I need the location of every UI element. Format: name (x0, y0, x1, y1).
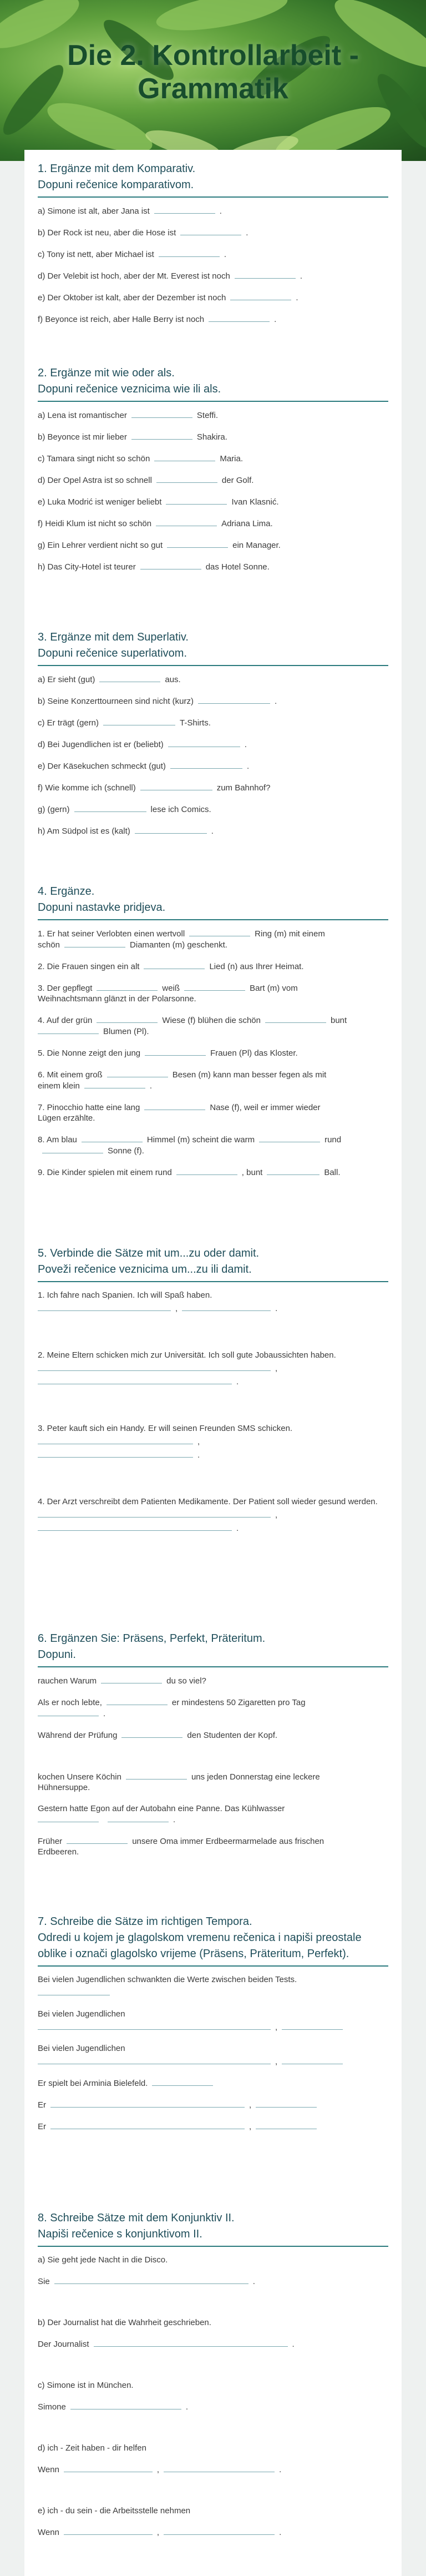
blank-field[interactable] (135, 825, 207, 834)
blank-field[interactable] (140, 561, 201, 569)
section-4 (38, 884, 388, 1246)
blank-field[interactable] (106, 1697, 168, 1705)
exercise-line: 4. Auf der grün Wiese (f) blühen die schön bunt Blumen (Pl). (38, 1016, 347, 1036)
exercise-line: h) Das City-Hotel ist teurer das Hotel Sonne. (38, 562, 270, 572)
exercise-line: Gestern hatte Egon auf der Autobahn eine Panne. Das Kühlwasser . (38, 1804, 285, 1824)
blank-field[interactable] (159, 249, 220, 257)
section-1 (38, 161, 388, 365)
blank-field[interactable] (131, 410, 192, 418)
blank-field[interactable] (84, 1080, 145, 1088)
exercise-line: Er spielt bei Arminia Bielefeld. (38, 2078, 388, 2089)
answer-field[interactable] (38, 1449, 193, 1458)
exercise-line: 5. Die Nonne zeigt den jung Frauen (Pl) das Kloster. (38, 1048, 298, 1058)
exercise-line: Er , (38, 2099, 388, 2110)
blank-field[interactable] (144, 1102, 205, 1110)
answer-field[interactable] (38, 2056, 271, 2064)
answer-field[interactable] (38, 2022, 271, 2030)
exercise-line: Bei vielen Jugendlichen , (38, 2009, 388, 2033)
answer-field[interactable] (64, 2464, 153, 2472)
tense-field[interactable] (282, 2022, 343, 2030)
exercise-line: 9. Die Kinder spielen mit einem rund , bunt Ball. (38, 1168, 341, 1177)
answer-field[interactable] (182, 1303, 271, 1311)
blank-field[interactable] (189, 928, 250, 936)
exercise-line: 3. Der gepflegt weiß Bart (m) vom Weihnachtsmann glänzt in der Polarsonne. (38, 984, 298, 1004)
exercise-line: Sie . (38, 2277, 255, 2286)
exercise-line: 1. Er hat seiner Verlobten einen wertvoll Ring (m) mit einem schön Diamanten (m) geschenkt. (38, 929, 325, 950)
answer-field[interactable] (164, 2464, 275, 2472)
worksheet (24, 150, 402, 2576)
blank-field[interactable] (42, 1145, 103, 1153)
blank-field[interactable] (198, 695, 270, 704)
blank-field[interactable] (144, 961, 205, 969)
blank-field[interactable] (265, 1015, 326, 1023)
exercise-line: b) Beyonce ist mir lieber Shakira. (38, 432, 227, 442)
blank-field[interactable] (154, 205, 215, 214)
section-title: 5. Verbinde die Sätze mit um...zu oder damit. Poveži rečenice veznicima um...zu ili damit. (38, 1246, 388, 1282)
exercise-line: f) Wie komme ich (schnell) zum Bahnhof? (38, 783, 271, 793)
answer-field[interactable] (38, 1987, 110, 1995)
exercise-line: e) ich - du sein - die Arbeitsstelle nehmen (38, 2506, 191, 2515)
blank-field[interactable] (126, 1771, 187, 1779)
section-title: 8. Schreibe Sätze mit dem Konjunktiv II. Napiši rečenice s konjunktivom II. (38, 2210, 388, 2247)
blank-field[interactable] (97, 982, 158, 991)
section-title: 4. Ergänze. Dopuni nastavke pridjeva. (38, 884, 388, 920)
exercise-line: e) Der Käsekuchen schmeckt (gut) . (38, 762, 250, 771)
blank-field[interactable] (230, 292, 291, 300)
exercise-line: Während der Prüfung den Studenten der Kopf. (38, 1731, 278, 1740)
section-title: 1. Ergänze mit dem Komparativ. Dopuni rečenice komparativom. (38, 161, 388, 198)
blank-field[interactable] (82, 1134, 143, 1142)
exercise-line: c) Tony ist nett, aber Michael ist . (38, 250, 226, 259)
answer-field[interactable] (164, 2527, 275, 2535)
blank-field[interactable] (38, 1708, 99, 1716)
exercise-line: rauchen Warum du so viel? (38, 1676, 206, 1686)
answer-field[interactable] (50, 2099, 245, 2108)
exercise-line: c) Er trägt (gern) T-Shirts. (38, 718, 211, 728)
exercise-line: a) Simone ist alt, aber Jana ist . (38, 206, 222, 216)
blank-field[interactable] (108, 1814, 169, 1822)
exercise-line: b) Der Rock ist neu, aber die Hose ist . (38, 228, 248, 238)
blank-field[interactable] (145, 1047, 206, 1056)
exercise-line: g) (gern) lese ich Comics. (38, 805, 211, 814)
blank-field[interactable] (209, 314, 270, 322)
exercise-line: e) Luka Modrić ist weniger beliebt Ivan Klasnić. (38, 497, 279, 507)
exercise-line: 1. Ich fahre nach Spanien. Ich will Spaß haben. , . (38, 1290, 278, 1313)
blank-field[interactable] (184, 982, 245, 991)
exercise-line: Er , (38, 2121, 388, 2132)
exercise-line: a) Sie geht jede Nacht in die Disco. (38, 2255, 168, 2265)
blank-field[interactable] (167, 540, 228, 548)
blank-field[interactable] (38, 1814, 99, 1822)
answer-field[interactable] (70, 2401, 181, 2409)
exercise-line: c) Tamara singt nicht so schön Maria. (38, 454, 244, 463)
blank-field[interactable] (64, 939, 125, 947)
tense-field[interactable] (152, 2078, 213, 2086)
exercise-line: h) Am Südpol ist es (kalt) . (38, 826, 214, 836)
exercise-line: Bei vielen Jugendlichen schwankten die Werte zwischen beiden Tests. (38, 1974, 388, 1998)
exercise-line: e) Der Oktober ist kalt, aber der Dezember ist noch . (38, 293, 298, 303)
exercise-line: Früher unsere Oma immer Erdbeermarmelade aus frischen Erdbeeren. (38, 1837, 324, 1857)
exercise-line: c) Simone ist in München. (38, 2381, 134, 2390)
exercise-line: d) Der Velebit ist hoch, aber der Mt. Everest ist noch . (38, 271, 302, 281)
blank-field[interactable] (176, 1167, 237, 1175)
exercise-line: kochen Unsere Köchin uns jeden Donnerstag eine leckere Hühnersuppe. (38, 1772, 320, 1792)
blank-field[interactable] (267, 1167, 320, 1175)
section-title: 7. Schreibe die Sätze im richtigen Tempora. Odredi u kojem je glagolskom vremenu rečenica i napiši preostale oblike i označi glagolsko vrijeme (Präsens, Präteritum, Perfekt). (38, 1914, 388, 1967)
blank-field[interactable] (166, 496, 227, 505)
exercise-line: f) Beyonce ist reich, aber Halle Berry ist noch . (38, 315, 277, 324)
blank-field[interactable] (156, 475, 217, 483)
exercise-line: b) Seine Konzerttourneen sind nicht (kurz) . (38, 697, 277, 706)
exercise-line: Wenn , . (38, 2465, 282, 2474)
exercise-line: Der Journalist . (38, 2340, 295, 2349)
exercise-line: Als er noch lebte, er mindestens 50 Zigaretten pro Tag . (38, 1698, 306, 1718)
answer-field[interactable] (38, 1376, 232, 1384)
blank-field[interactable] (140, 782, 212, 790)
section-5 (38, 1246, 388, 1631)
blank-field[interactable] (180, 227, 241, 235)
blank-field[interactable] (121, 1730, 182, 1738)
section-6 (38, 1631, 388, 1914)
blank-field[interactable] (107, 1069, 168, 1077)
section-title: 2. Ergänze mit wie oder als. Dopuni rečenice veznicima wie ili als. (38, 365, 388, 402)
blank-field[interactable] (38, 1026, 99, 1034)
blank-field[interactable] (235, 270, 296, 279)
exercise-line: 7. Pinocchio hatte eine lang Nase (f), weil er immer wieder Lügen erzählte. (38, 1103, 321, 1123)
exercise-line: f) Heidi Klum ist nicht so schön Adriana Lima. (38, 519, 273, 528)
header-banner (0, 0, 426, 161)
blank-field[interactable] (103, 717, 175, 725)
section-title: 3. Ergänze mit dem Superlativ. Dopuni rečenice superlativom. (38, 629, 388, 666)
blank-field[interactable] (154, 453, 215, 461)
page-title: Die 2. Kontrollarbeit - Grammatik (67, 39, 359, 105)
blank-field[interactable] (131, 431, 192, 440)
blank-field[interactable] (99, 674, 160, 682)
section-3 (38, 629, 388, 884)
section-2 (38, 365, 388, 629)
exercise-line: Wenn , . (38, 2528, 282, 2537)
exercise-line: Simone . (38, 2402, 189, 2412)
blank-field[interactable] (156, 518, 217, 526)
exercise-line: g) Ein Lehrer verdient nicht so gut ein Manager. (38, 541, 281, 550)
section-7 (38, 1914, 388, 2210)
exercise-line: a) Er sieht (gut) aus. (38, 675, 181, 684)
blank-field[interactable] (97, 1015, 158, 1023)
exercise-line: Bei vielen Jugendlichen , (38, 2043, 388, 2067)
exercise-line: 6. Mit einem groß Besen (m) kann man besser fegen als mit einem klein . (38, 1070, 327, 1091)
answer-field[interactable] (38, 1523, 232, 1531)
blank-field[interactable] (259, 1134, 320, 1142)
answer-field[interactable] (38, 1509, 271, 1518)
exercise-line: a) Lena ist romantischer Steffi. (38, 411, 218, 420)
tense-field[interactable] (256, 2099, 317, 2108)
answer-field[interactable] (38, 1303, 171, 1311)
section-title: 6. Ergänzen Sie: Präsens, Perfekt, Präteritum. Dopuni. (38, 1631, 388, 1667)
exercise-line: 8. Am blau Himmel (m) scheint die warm rund Sonne (f). (38, 1135, 342, 1156)
exercise-line: 4. Der Arzt verschreibt dem Patienten Medikamente. Der Patient soll wieder gesund werden. , . (38, 1497, 378, 1533)
answer-field[interactable] (38, 1436, 193, 1444)
blank-field[interactable] (101, 1675, 162, 1683)
tense-field[interactable] (256, 2121, 317, 2129)
blank-field[interactable] (74, 804, 146, 812)
answer-field[interactable] (54, 2276, 248, 2284)
exercise-line: d) Bei Jugendlichen ist er (beliebt) . (38, 740, 247, 749)
exercise-line: d) Der Opel Astra ist so schnell der Golf. (38, 476, 254, 485)
blank-field[interactable] (67, 1836, 128, 1844)
answer-field[interactable] (50, 2121, 245, 2129)
blank-field[interactable] (170, 760, 242, 769)
blank-field[interactable] (168, 739, 240, 747)
exercise-line: b) Der Journalist hat die Wahrheit geschrieben. (38, 2318, 211, 2327)
exercise-line: 2. Die Frauen singen ein alt Lied (n) aus Ihrer Heimat. (38, 962, 304, 971)
section-8 (38, 2210, 388, 2538)
exercise-line: 3. Peter kauft sich ein Handy. Er will seinen Freunden SMS schicken. , . (38, 1424, 293, 1460)
answer-field[interactable] (94, 2338, 288, 2347)
answer-field[interactable] (64, 2527, 153, 2535)
exercise-line: d) ich - Zeit haben - dir helfen (38, 2443, 146, 2453)
tense-field[interactable] (282, 2056, 343, 2064)
exercise-line: 2. Meine Eltern schicken mich zur Universität. Ich soll gute Jobaussichten haben. , . (38, 1350, 336, 1387)
answer-field[interactable] (38, 1363, 271, 1371)
